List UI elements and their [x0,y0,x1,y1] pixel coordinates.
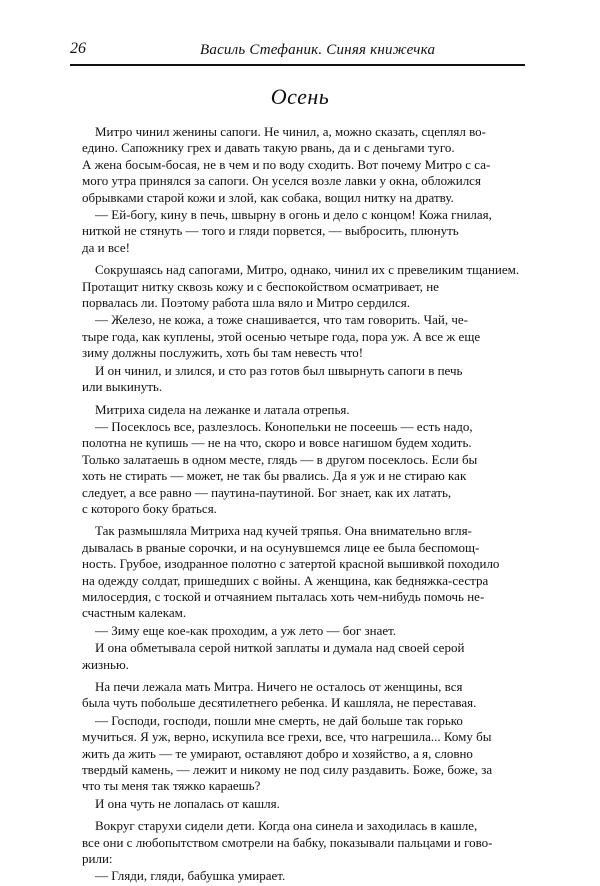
running-title: Василь Стефаник. Синяя книжечка [200,42,436,58]
running-head [70,40,525,66]
text-line: на одежду солдат, пришедших с войны. А женщина, как бедняжка-сестра [82,572,489,588]
page-number: 26 [70,40,86,57]
paragraph [82,640,525,673]
paragraph [82,623,525,639]
text-line: счастным калекам. [82,605,187,621]
text-line: — Господи, господи, пошли мне смерть, не дай больше так горько [82,712,463,728]
text-line: порвалась ли. Поэтому работа шла вяло и Митро сердился. [82,295,410,311]
text-line: с которого боку браться. [82,500,217,516]
text-line: Митриха сидела на лежанке и латала отрепья. [82,401,350,417]
paragraph [82,679,525,712]
text-line: ность. Грубое, изодранное полотно с затертой красной вышивкой походило [82,556,500,572]
text-line: была чуть побольше десятилетнего ребенка. И кашляла, не переставая. [82,695,477,711]
text-line: мого утра принялся за сапоги. Он уселся возле лавки у окна, обложился [82,173,481,189]
text-line: Сокрушаясь над сапогами, Митро, однако, чинил их с превеликим тщанием. [82,262,520,278]
paragraph [82,818,525,867]
paragraph [82,312,525,361]
text-line: обрывками старой кожи и злой, как собака, вощил нитку на дратву. [82,189,454,205]
text-line: все они с любопытством смотрели на бабку, показывали пальцами и гово- [82,834,493,850]
paragraph [82,796,525,812]
text-line: Протащит нитку сквозь кожу и с беспокойством осматривает, не [82,278,439,294]
text-line: Митро чинил женины сапоги. Не чинил, а, можно сказать, сцеплял во- [82,124,487,139]
text-line: милосердия, с тоской и отчаянием пыталась хоть чем-нибудь помочь не- [82,588,485,604]
paragraph [82,402,525,418]
text-line: — Ей-богу, кину в печь, швырну в огонь и дело с концом! Кожа гнилая, [82,207,492,223]
text-line: следует, а все равно — паутина-паутиной. Бог знает, как их латать, [82,484,452,500]
text-line: тыре года, как куплены, этой осенью четыре года, пора уж. А все ж еще [82,328,481,344]
paragraph [82,124,525,206]
text-line: мучиться. Я уж, верно, искупила все грехи, все, что нагрешила... Кому бы [82,729,492,745]
text-line: — Зиму еще кое-как проходим, а уж лето — бог знает. [82,622,397,638]
text-line: да и все! [82,239,130,255]
chapter-title: Осень [270,84,330,109]
text-line: жить да жить — те умирают, оставляют добро и хозяйство, а я, словно [82,745,473,761]
text-line: Только залатаешь в одном месте, глядь — в другом посеклось. Если бы [82,451,478,467]
text-line: зиму должны послужить, хоть бы там невесть что! [82,345,364,361]
text-line: ниткой не стянуть — того и гляди порвется, — выбросить, плюнуть [82,223,459,239]
text-line: Вокруг старухи сидели дети. Когда она синела и заходилась в кашле, [82,818,478,834]
paragraph [82,713,525,795]
paragraph [82,207,525,256]
paragraph [82,868,525,884]
text-line: рили: [82,851,113,867]
text-line: — Гляди, гляди, бабушка умирает. [82,868,286,884]
text-line: едино. Сапожнику грех и давать такую рвань, да и с деньгами туго. [82,140,455,156]
text-line: жизнью. [82,656,129,672]
text-line: И она обметывала серой ниткой заплаты и думала над своей серой [82,640,465,656]
text-line: И она чуть не лопалась от кашля. [82,795,280,811]
text-line: полотна не купишь — не на что, скоро и вовсе нагишом будем ходить. [82,435,472,451]
paragraph [82,262,525,311]
text-line: или выкинуть. [82,379,163,395]
text-line: На печи лежала мать Митра. Ничего не осталось от женщины, вся [82,679,463,694]
text-line: хоть не стирать — может, не так бы рвались. Да я уж и не стираю как [82,468,467,484]
text-line: — Железо, не кожа, а тоже снашивается, что там говорить. Чай, че- [82,312,468,328]
text-line: дывалась в рваные сорочки, и на осунувшемся лице ее была беспомощ- [82,539,480,555]
text-line: твердый камень, — лежит и никому не под силу раздавить. Боже, боже, за [82,762,493,778]
text-line: А жена босым-босая, не в чем и по воду сходить. Вот почему Митро с са- [82,156,491,172]
paragraph [82,363,525,396]
text-line: Так размышляла Митриха над кучей тряпья. Она внимательно вгля- [82,523,472,539]
paragraph [82,419,525,517]
body-text [82,124,525,886]
text-line: И он чинил, и злился, и сто раз готов был швырнуть сапоги в печь [82,362,463,378]
paragraph [82,523,525,621]
text-line: что ты меня так тяжко караешь? [82,778,261,794]
text-line: — Посеклось все, разлезлось. Конопельки не посеешь — есть надо, [82,418,473,434]
